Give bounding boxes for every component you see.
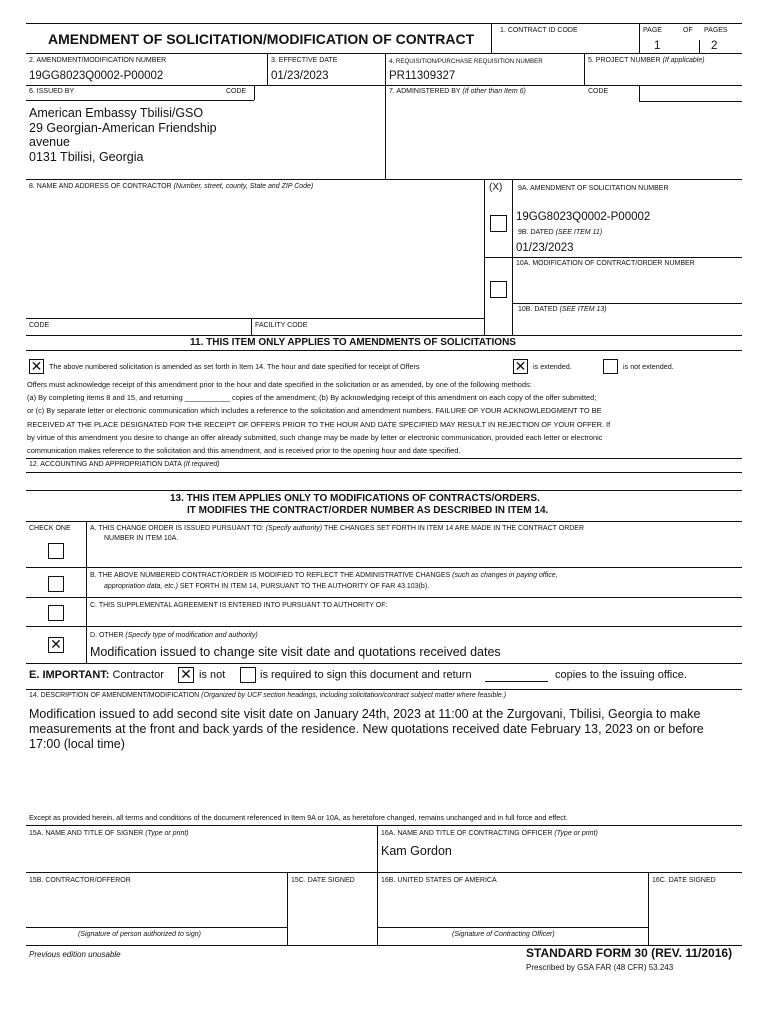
rule xyxy=(639,85,640,101)
item-9-checkbox[interactable] xyxy=(490,215,507,232)
rule xyxy=(648,872,649,945)
contractor-code-label: CODE xyxy=(29,322,50,329)
item-15c-label: 15C. DATE SIGNED xyxy=(291,877,355,884)
item-13b-text: B. THE ABOVE NUMBERED CONTRACT/ORDER IS MODIFIED TO REFLECT THE ADMINISTRATIVE CHANGES (such as changes in paying office, xyxy=(90,572,558,579)
item-16a-label: 16A. NAME AND TITLE OF CONTRACTING OFFICER (Type or print) xyxy=(381,830,598,837)
prescribed-by: Prescribed by GSA FAR (48 CFR) 53.243 xyxy=(526,963,674,972)
rule xyxy=(26,689,742,690)
rule xyxy=(512,303,742,304)
item-9a-value[interactable]: 19GG8023Q0002-P00002 xyxy=(516,211,651,223)
x-column-label: (X) xyxy=(489,182,503,193)
issued-by-label: 6. ISSUED BY xyxy=(29,88,75,95)
requisition-value[interactable]: PR11309327 xyxy=(389,70,456,82)
rule xyxy=(26,626,742,627)
administered-by-code-label: CODE xyxy=(588,88,609,95)
rule xyxy=(385,53,386,179)
item-11-instructions: Offers must acknowledge receipt of this amendment prior to the hour and date specified in the solicitation or as amended, by one of the following methods: (a) By completing items 8 and 15, and returning ___________ copies of the amendment; (b) By acknowledging receipt of this amendment on each copy of the offer submitted; or (c) By separate letter or electronic communication which includes a reference to the solicitation and amendment numbers. FAILURE OF YOUR ACKNOWLEDGMENT TO BE RECEIVED AT THE PLACE DESIGNATED FOR THE RECEIPT OF OFFERS PRIOR TO THE HOUR AND DATE SPECIFIED MAY RESULT IN REJECTION OF YOUR OFFER. If by virtue of this amendment you desire to change an offer already submitted, such change may be made by letter or electronic communication, provided each letter or electronic communication makes reference to the solicitation and this amendment, and is received prior to the opening hour and date specified. xyxy=(27,380,611,456)
amendment-number-label: 2. AMENDMENT/MODIFICATION NUMBER xyxy=(29,57,167,64)
not-extended-label: is not extended. xyxy=(623,362,674,371)
is-not-checkbox[interactable]: ✕ xyxy=(178,667,194,683)
item-11-title: 11. THIS ITEM ONLY APPLIES TO AMENDMENTS OF SOLICITATIONS xyxy=(190,337,516,348)
rule xyxy=(26,521,742,522)
rule xyxy=(26,872,742,873)
except-text: Except as provided herein, all terms and conditions of the document referenced in Item 9A or 10A, as heretofore changed, remains unchanged and in full force and effect. xyxy=(29,813,568,822)
signature-officer-caption: (Signature of Contracting Officer) xyxy=(452,931,555,938)
form-title: AMENDMENT OF SOLICITATION/MODIFICATION OF CONTRACT xyxy=(48,31,475,47)
rule xyxy=(26,85,742,86)
rule xyxy=(699,40,700,53)
rule xyxy=(484,257,742,258)
item-16b-label: 16B. UNITED STATES OF AMERICA xyxy=(381,877,497,884)
form-name: STANDARD FORM 30 (REV. 11/2016) xyxy=(526,946,733,960)
extended-checkbox[interactable]: ✕ xyxy=(514,358,527,374)
rule xyxy=(26,597,742,598)
rule xyxy=(26,318,484,319)
item-9b-value[interactable]: 01/23/2023 xyxy=(516,242,574,254)
rule xyxy=(26,490,742,491)
item-14-label: 14. DESCRIPTION OF AMENDMENT/MODIFICATION (Organized by UCF section headings, including solicitation/contract subject matter where feasible.) xyxy=(29,692,507,699)
administered-by-label: 7. ADMINISTERED BY (If other than Item 6) xyxy=(389,88,526,95)
is-required-label: is required to sign this document and return xyxy=(260,669,472,681)
item-15a-label: 15A. NAME AND TITLE OF SIGNER (Type or print) xyxy=(29,830,189,837)
of-label: OF xyxy=(683,27,693,34)
item-11-amended-checkbox[interactable]: ✕ xyxy=(30,358,43,374)
copies-label: copies to the issuing office. xyxy=(555,669,687,681)
extended-label: is extended. xyxy=(533,362,572,371)
signature-person-caption: (Signature of person authorized to sign) xyxy=(78,931,201,938)
is-not-label: is not xyxy=(199,669,226,681)
rule xyxy=(26,663,742,664)
pages-label: PAGES xyxy=(704,27,728,34)
item-9a-label: 9A. AMENDMENT OF SOLICITATION NUMBER xyxy=(518,185,669,192)
item-12-label: 12. ACCOUNTING AND APPROPRIATION DATA (If required) xyxy=(29,461,220,468)
item-13-title-1: 13. THIS ITEM APPLIES ONLY TO MODIFICATIONS OF CONTRACTS/ORDERS. xyxy=(170,493,540,504)
item-13c-checkbox[interactable] xyxy=(48,605,64,621)
rule xyxy=(639,101,742,102)
issued-by-address[interactable]: American Embassy Tbilisi/GSO 29 Georgian-American Friendship avenue 0131 Tbilisi, Georgia xyxy=(29,106,217,164)
not-extended-checkbox[interactable] xyxy=(603,359,618,374)
page-label: PAGE xyxy=(643,27,662,34)
item-15b-label: 15B. CONTRACTOR/OFFEROR xyxy=(29,877,131,884)
rule xyxy=(26,179,742,180)
item-13a-text: A. THIS CHANGE ORDER IS ISSUED PURSUANT TO: (Specify authority) THE CHANGES SET FORTH IN ITEM 14 ARE MADE IN THE CONTRACT ORDER xyxy=(90,525,585,532)
item-13d-text: D. OTHER (Specify type of modification and authority) xyxy=(90,632,258,639)
rule xyxy=(639,23,640,53)
item-10-checkbox[interactable] xyxy=(490,281,507,298)
contract-id-label: 1. CONTRACT ID CODE xyxy=(500,27,578,34)
item-10b-label: 10B. DATED (SEE ITEM 13) xyxy=(518,306,607,313)
item-9b-label: 9B. DATED (SEE ITEM 11) xyxy=(518,229,603,236)
rule xyxy=(26,350,742,351)
rule xyxy=(26,927,287,928)
item-13a-text-2: NUMBER IN ITEM 10A. xyxy=(104,535,179,542)
item-13c-text: C. THIS SUPPLEMENTAL AGREEMENT IS ENTERED INTO PURSUANT TO AUTHORITY OF: xyxy=(90,602,388,609)
rule xyxy=(26,472,742,473)
item-13-title-2: IT MODIFIES THE CONTRACT/ORDER NUMBER AS DESCRIBED IN ITEM 14. xyxy=(187,505,549,516)
rule xyxy=(26,53,742,54)
requisition-label: 4. REQUISITION/PURCHASE REQUISITION NUMBER xyxy=(389,58,543,65)
item-13b-checkbox[interactable] xyxy=(48,576,64,592)
rule xyxy=(491,23,492,53)
effective-date-label: 3. EFFECTIVE DATE xyxy=(271,57,338,64)
important-row: E. IMPORTANT: Contractor xyxy=(29,669,164,681)
page-value: 1 xyxy=(654,40,661,52)
copies-blank[interactable] xyxy=(485,681,548,682)
rule xyxy=(26,825,742,826)
pages-value: 2 xyxy=(711,40,718,52)
rule xyxy=(287,872,288,945)
contracting-officer-name[interactable]: Kam Gordon xyxy=(381,844,452,858)
effective-date-value[interactable]: 01/23/2023 xyxy=(271,70,329,82)
item-13b-text-2: appropriation data, etc.) SET FORTH IN ITEM 14, PURSUANT TO THE AUTHORITY OF FAR 43.103(b). xyxy=(104,583,430,590)
issued-by-code-label: CODE xyxy=(226,88,247,95)
previous-edition-note: Previous edition unusable xyxy=(29,950,121,959)
rule xyxy=(584,53,585,85)
rule xyxy=(26,335,742,336)
facility-code-label: FACILITY CODE xyxy=(255,322,308,329)
rule xyxy=(377,927,648,928)
item-13d-checkbox[interactable]: ✕ xyxy=(48,637,64,653)
item-13d-value[interactable]: Modification issued to change site visit date and quotations received dates xyxy=(90,645,501,659)
is-required-checkbox[interactable] xyxy=(240,667,256,683)
item-16c-label: 16C. DATE SIGNED xyxy=(652,877,716,884)
contractor-label: 8. NAME AND ADDRESS OF CONTRACTOR (Number, street, county, State and ZIP Code) xyxy=(29,183,314,190)
rule xyxy=(251,318,252,335)
project-number-label: 5. PROJECT NUMBER (If applicable) xyxy=(588,57,705,64)
check-one-label: CHECK ONE xyxy=(29,525,71,532)
rule xyxy=(86,521,87,663)
amendment-number-value[interactable]: 19GG8023Q0002-P00002 xyxy=(29,70,164,82)
item-14-description[interactable]: Modification issued to add second site visit date on January 24th, 2023 at 11:00 at the Zurgovani, Tbilisi, Georgia to make measurements at the front and back yards of the residence. New quotations received date February 13, 2023 on or before 17:00 (local time) xyxy=(29,707,704,751)
item-11-line1: The above numbered solicitation is amended as set forth in Item 14. The hour and date specified for receipt of Offers xyxy=(49,362,420,371)
rule xyxy=(26,567,742,568)
rule xyxy=(26,23,742,24)
rule xyxy=(267,53,268,85)
rule xyxy=(26,458,742,459)
item-13a-checkbox[interactable] xyxy=(48,543,64,559)
rule xyxy=(26,100,254,101)
rule xyxy=(254,85,255,100)
item-10a-label: 10A. MODIFICATION OF CONTRACT/ORDER NUMBER xyxy=(516,260,695,267)
